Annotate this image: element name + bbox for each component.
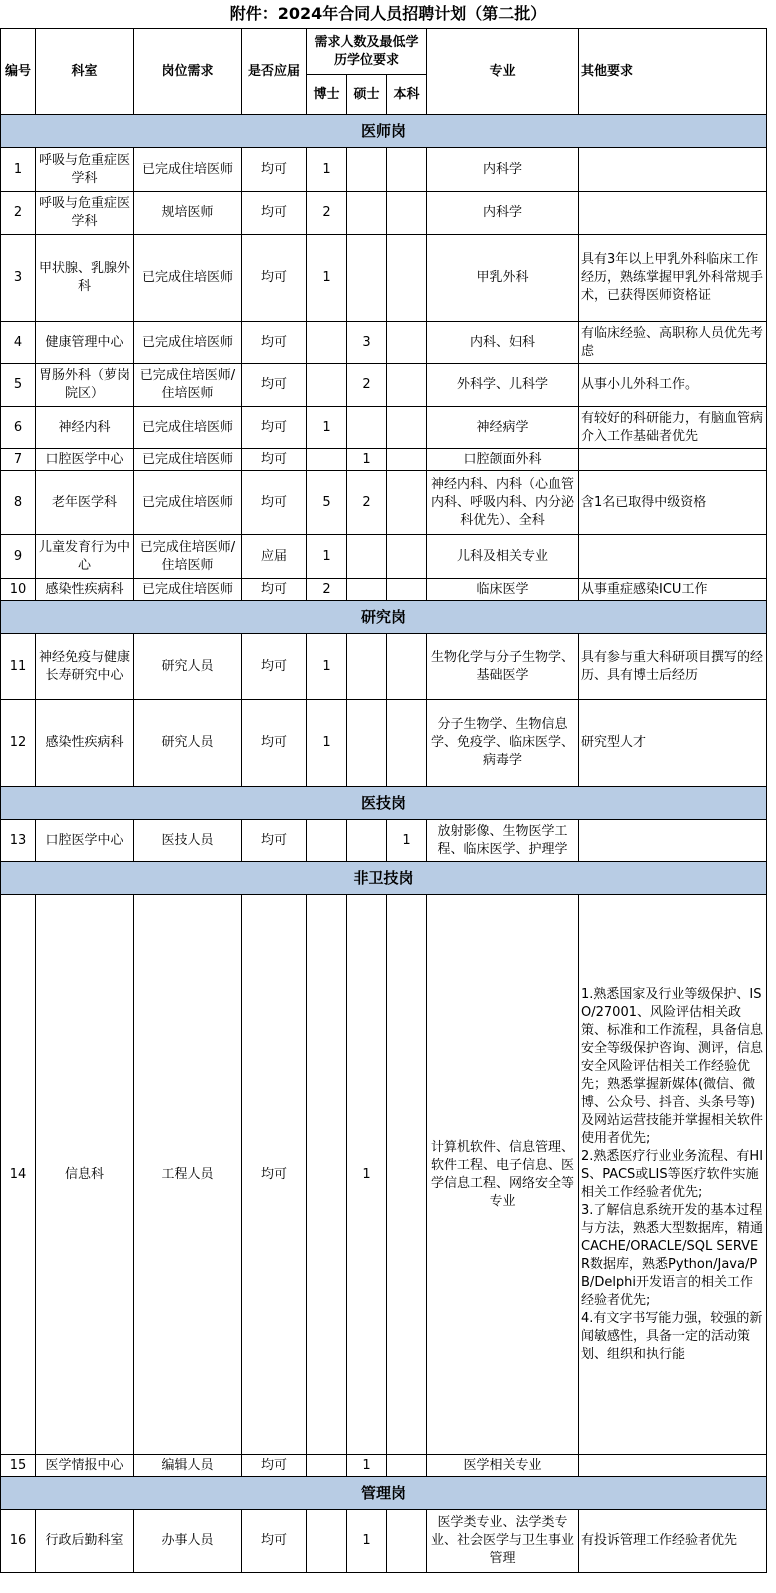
cell-dept: 口腔医学中心 [36, 449, 134, 471]
cell-bachelor [387, 535, 427, 579]
header-dept: 科室 [36, 29, 134, 115]
cell-other: 有较好的科研能力，有脑血管病介入工作基础者优先 [579, 407, 767, 449]
cell-fresh: 均可 [242, 895, 307, 1455]
cell-major: 内科、妇科 [427, 322, 579, 364]
cell-master: 1 [347, 895, 387, 1455]
cell-master: 1 [347, 449, 387, 471]
cell-master [347, 579, 387, 601]
cell-dept: 感染性疾病科 [36, 579, 134, 601]
header-demand: 需求人数及最低学历学位要求 [307, 29, 427, 75]
cell-phd: 1 [307, 148, 347, 192]
cell-no: 1 [1, 148, 36, 192]
cell-major: 医学类专业、法学类专业、社会医学与卫生事业管理 [427, 1510, 579, 1573]
cell-fresh: 均可 [242, 407, 307, 449]
cell-other [579, 449, 767, 471]
cell-bachelor [387, 579, 427, 601]
cell-dept: 甲状腺、乳腺外科 [36, 235, 134, 322]
header-other: 其他要求 [579, 29, 767, 115]
cell-dept: 医学情报中心 [36, 1455, 134, 1477]
table-row [1, 1455, 767, 1477]
cell-post: 规培医师 [134, 192, 242, 235]
cell-major: 放射影像、生物医学工程、临床医学、护理学 [427, 820, 579, 862]
cell-other: 从事小儿外科工作。 [579, 364, 767, 407]
cell-major: 甲乳外科 [427, 235, 579, 322]
section-row [1, 1477, 767, 1510]
cell-dept: 神经内科 [36, 407, 134, 449]
cell-phd: 2 [307, 579, 347, 601]
cell-dept: 感染性疾病科 [36, 700, 134, 787]
cell-phd: 1 [307, 407, 347, 449]
cell-other [579, 148, 767, 192]
cell-dept: 神经免疫与健康长寿研究中心 [36, 634, 134, 700]
cell-master [347, 535, 387, 579]
table-row [1, 820, 767, 862]
cell-master: 2 [347, 471, 387, 535]
table-row [1, 895, 767, 1455]
cell-master [347, 148, 387, 192]
header-phd: 博士 [307, 75, 347, 115]
cell-major: 神经内科、内科（心血管内科、呼吸内科、内分泌科优先）、全科 [427, 471, 579, 535]
cell-post: 已完成住培医师 [134, 148, 242, 192]
cell-master [347, 634, 387, 700]
cell-master: 1 [347, 1455, 387, 1477]
cell-bachelor [387, 895, 427, 1455]
cell-no: 5 [1, 364, 36, 407]
table-row [1, 407, 767, 449]
cell-no: 11 [1, 634, 36, 700]
cell-post: 研究人员 [134, 634, 242, 700]
cell-fresh: 应届 [242, 535, 307, 579]
cell-bachelor: 1 [387, 820, 427, 862]
cell-fresh: 均可 [242, 192, 307, 235]
header-post: 岗位需求 [134, 29, 242, 115]
cell-bachelor [387, 449, 427, 471]
cell-post: 医技人员 [134, 820, 242, 862]
cell-master: 2 [347, 364, 387, 407]
cell-master [347, 235, 387, 322]
cell-bachelor [387, 1510, 427, 1573]
section-title: 研究岗 [1, 601, 767, 634]
cell-major: 儿科及相关专业 [427, 535, 579, 579]
cell-phd: 5 [307, 471, 347, 535]
cell-post: 已完成住培医师/住培医师 [134, 535, 242, 579]
cell-post: 已完成住培医师 [134, 471, 242, 535]
section-row [1, 601, 767, 634]
cell-fresh: 均可 [242, 148, 307, 192]
cell-master: 1 [347, 1510, 387, 1573]
cell-other: 1.熟悉国家及行业等级保护、ISO/27001、风险评估相关政策、标准和工作流程，具备信息安全等级保护咨询、测评，信息安全风险评估相关工作经验优先；熟悉掌握新媒体(微信、微博、公众号、抖音、头条号等)及网站运营技能并掌握相关软件使用者优先; 2.熟悉医疗行业业务流程、有HIS、PACS或LIS等医疗软件实施相关工作经验者优先; 3.了解信息系统开发的基本过程与方法，熟悉大型数据库，精通CACHE/ORACLE/SQL SERVER数据库，熟悉Python/Java/PB/Delphi开发语言的相关工作经验者优先; 4.有文字书写能力强，较强的新闻敏感性，具备一定的活动策划、组织和执行能 [579, 895, 767, 1455]
cell-master [347, 192, 387, 235]
cell-other: 具有3年以上甲乳外科临床工作经历，熟练掌握甲乳外科常规手术，已获得医师资格证 [579, 235, 767, 322]
cell-bachelor [387, 235, 427, 322]
cell-bachelor [387, 471, 427, 535]
cell-no: 10 [1, 579, 36, 601]
table-body [1, 115, 767, 1573]
cell-fresh: 均可 [242, 235, 307, 322]
cell-fresh: 均可 [242, 579, 307, 601]
cell-no: 14 [1, 895, 36, 1455]
cell-no: 13 [1, 820, 36, 862]
cell-phd: 1 [307, 235, 347, 322]
cell-major: 生物化学与分子生物学、基础医学 [427, 634, 579, 700]
cell-other: 有投诉管理工作经验者优先 [579, 1510, 767, 1573]
cell-other: 具有参与重大科研项目撰写的经历、具有博士后经历 [579, 634, 767, 700]
table-row [1, 579, 767, 601]
cell-major: 口腔颌面外科 [427, 449, 579, 471]
cell-bachelor [387, 364, 427, 407]
cell-post: 工程人员 [134, 895, 242, 1455]
cell-dept: 信息科 [36, 895, 134, 1455]
recruitment-table [0, 28, 767, 1573]
section-row [1, 862, 767, 895]
cell-dept: 老年医学科 [36, 471, 134, 535]
cell-other [579, 820, 767, 862]
header-major: 专业 [427, 29, 579, 115]
cell-fresh: 均可 [242, 471, 307, 535]
cell-major: 内科学 [427, 148, 579, 192]
cell-phd [307, 364, 347, 407]
header-master: 硕士 [347, 75, 387, 115]
cell-fresh: 均可 [242, 1510, 307, 1573]
cell-phd [307, 820, 347, 862]
cell-post: 已完成住培医师 [134, 579, 242, 601]
table-row [1, 634, 767, 700]
table-row [1, 700, 767, 787]
cell-post: 已完成住培医师/住培医师 [134, 364, 242, 407]
cell-bachelor [387, 1455, 427, 1477]
cell-post: 已完成住培医师 [134, 235, 242, 322]
cell-master [347, 407, 387, 449]
cell-fresh: 均可 [242, 820, 307, 862]
cell-phd [307, 1455, 347, 1477]
cell-other: 含1名已取得中级资格 [579, 471, 767, 535]
header-fresh: 是否应届 [242, 29, 307, 115]
cell-dept: 口腔医学中心 [36, 820, 134, 862]
cell-dept: 胃肠外科（萝岗院区） [36, 364, 134, 407]
page-title: 附件：2024年合同人员招聘计划（第二批） [229, 4, 547, 23]
cell-other [579, 535, 767, 579]
cell-master [347, 820, 387, 862]
cell-bachelor [387, 407, 427, 449]
cell-fresh: 均可 [242, 322, 307, 364]
section-row [1, 115, 767, 148]
cell-other: 研究型人才 [579, 700, 767, 787]
cell-major: 神经病学 [427, 407, 579, 449]
cell-fresh: 均可 [242, 634, 307, 700]
header-bachelor: 本科 [387, 75, 427, 115]
cell-phd [307, 1510, 347, 1573]
cell-master [347, 700, 387, 787]
cell-phd [307, 449, 347, 471]
section-title: 医师岗 [1, 115, 767, 148]
table-row [1, 471, 767, 535]
cell-phd: 1 [307, 700, 347, 787]
cell-bachelor [387, 148, 427, 192]
cell-master: 3 [347, 322, 387, 364]
section-row [1, 787, 767, 820]
cell-phd: 1 [307, 535, 347, 579]
cell-fresh: 均可 [242, 449, 307, 471]
cell-phd [307, 895, 347, 1455]
cell-other: 从事重症感染ICU工作 [579, 579, 767, 601]
cell-other [579, 192, 767, 235]
cell-post: 研究人员 [134, 700, 242, 787]
cell-post: 办事人员 [134, 1510, 242, 1573]
cell-no: 8 [1, 471, 36, 535]
cell-post: 已完成住培医师 [134, 449, 242, 471]
cell-phd: 2 [307, 192, 347, 235]
cell-no: 12 [1, 700, 36, 787]
section-title: 非卫技岗 [1, 862, 767, 895]
cell-other: 有临床经验、高职称人员优先考虑 [579, 322, 767, 364]
cell-no: 15 [1, 1455, 36, 1477]
cell-no: 9 [1, 535, 36, 579]
cell-bachelor [387, 634, 427, 700]
header-no: 编号 [1, 29, 36, 115]
cell-dept: 健康管理中心 [36, 322, 134, 364]
cell-dept: 呼吸与危重症医学科 [36, 148, 134, 192]
cell-no: 16 [1, 1510, 36, 1573]
cell-phd: 1 [307, 634, 347, 700]
cell-fresh: 均可 [242, 700, 307, 787]
cell-major: 分子生物学、生物信息学、免疫学、临床医学、病毒学 [427, 700, 579, 787]
section-title: 医技岗 [1, 787, 767, 820]
table-row [1, 235, 767, 322]
section-title: 管理岗 [1, 1477, 767, 1510]
table-row [1, 148, 767, 192]
cell-no: 2 [1, 192, 36, 235]
cell-no: 4 [1, 322, 36, 364]
cell-post: 已完成住培医师 [134, 407, 242, 449]
cell-no: 3 [1, 235, 36, 322]
cell-bachelor [387, 700, 427, 787]
table-row [1, 449, 767, 471]
cell-phd [307, 322, 347, 364]
table-row [1, 1510, 767, 1573]
cell-post: 编辑人员 [134, 1455, 242, 1477]
table-row [1, 535, 767, 579]
cell-dept: 行政后勤科室 [36, 1510, 134, 1573]
cell-fresh: 均可 [242, 1455, 307, 1477]
cell-no: 6 [1, 407, 36, 449]
table-row [1, 192, 767, 235]
table-row [1, 364, 767, 407]
cell-major: 外科学、儿科学 [427, 364, 579, 407]
table-row [1, 322, 767, 364]
cell-other [579, 1455, 767, 1477]
cell-major: 临床医学 [427, 579, 579, 601]
cell-major: 计算机软件、信息管理、软件工程、电子信息、医学信息工程、网络安全等专业 [427, 895, 579, 1455]
cell-post: 已完成住培医师 [134, 322, 242, 364]
cell-major: 内科学 [427, 192, 579, 235]
cell-dept: 儿童发育行为中心 [36, 535, 134, 579]
cell-no: 7 [1, 449, 36, 471]
cell-bachelor [387, 192, 427, 235]
cell-bachelor [387, 322, 427, 364]
cell-major: 医学相关专业 [427, 1455, 579, 1477]
cell-dept: 呼吸与危重症医学科 [36, 192, 134, 235]
cell-fresh: 均可 [242, 364, 307, 407]
